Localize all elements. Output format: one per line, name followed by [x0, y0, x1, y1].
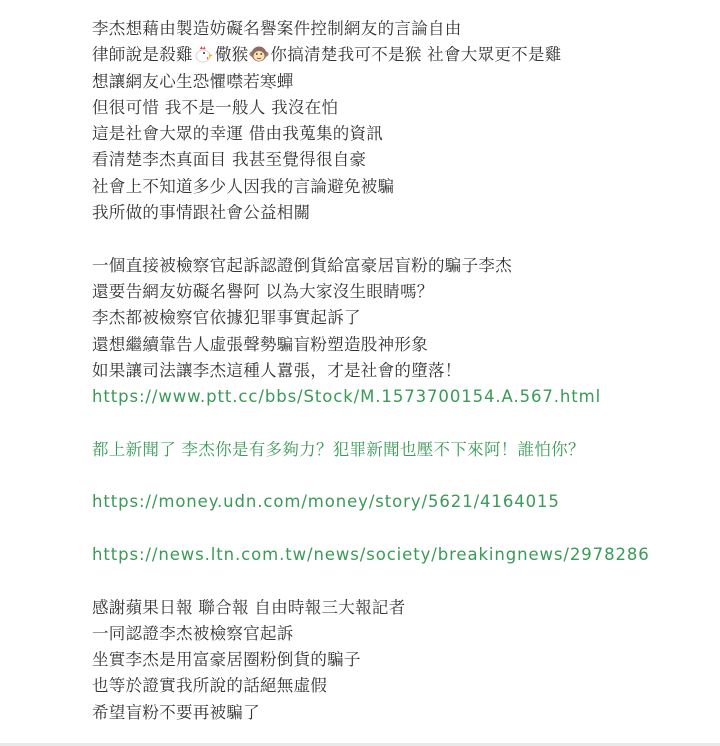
text-line: 但很可惜 我不是一般人 我沒在怕 — [92, 97, 339, 117]
udn-link[interactable]: https://money.udn.com/money/story/5621/4164015 — [92, 492, 560, 512]
text-line-with-emoji — [92, 42, 702, 68]
text-line: 還想繼續靠告人虛張聲勢騙盲粉塑造股神形象 — [92, 334, 428, 354]
text-segment: 儆猴 — [214, 45, 249, 65]
ltn-link[interactable]: https://news.ltn.com.tw/news/society/breakingnews/2978286 — [92, 544, 650, 564]
text-line: 看清楚李杰真面目 我甚至覺得很自豪 — [92, 150, 367, 170]
chicken-icon — [194, 45, 214, 63]
text-line: 希望盲粉不要再被騙了 — [92, 702, 260, 722]
text-line: 感謝蘋果日報 聯合報 自由時報三大報記者 — [92, 597, 406, 617]
post-body — [92, 16, 702, 726]
blank-line — [92, 568, 702, 594]
ptt-link[interactable]: https://www.ptt.cc/bbs/Stock/M.1573700154.A.567.html — [92, 387, 602, 407]
text-line: 還要告網友妨礙名譽阿 以為大家沒生眼睛嗎？ — [92, 281, 434, 301]
text-line: 社會上不知道多少人因我的言論避免被騙 — [92, 176, 395, 196]
text-line: 如果讓司法讓李杰這種人囂張，才是社會的墮落！ — [92, 360, 462, 380]
text-line: 李杰都被檢察官依據犯罪事實起訴了 — [92, 308, 361, 328]
blank-line — [92, 516, 702, 542]
monkey-icon — [249, 45, 269, 63]
text-line: 一個直接被檢察官起訴認證倒貨給富豪居盲粉的騙子李杰 — [92, 255, 512, 275]
text-line: 想讓網友心生恐懼噤若寒蟬 — [92, 71, 294, 91]
news-highlight-line: 都上新聞了 李杰你是有多夠力？犯罪新聞也壓不下來阿！誰怕你？ — [92, 439, 585, 459]
text-segment: 律師說是殺雞 — [92, 45, 193, 65]
blank-line — [92, 463, 702, 489]
blank-line — [92, 226, 702, 252]
text-segment: 你搞清楚我可不是猴 社會大眾更不是雞 — [270, 45, 562, 65]
blank-line — [92, 410, 702, 436]
text-line: 李杰想藉由製造妨礙名譽案件控制網友的言論自由 — [92, 19, 462, 38]
text-line: 我所做的事情跟社會公益相關 — [92, 203, 311, 223]
text-line: 坐實李杰是用富豪居圈粉倒貨的騙子 — [92, 650, 361, 670]
text-line: 這是社會大眾的幸運 借由我蒐集的資訊 — [92, 124, 384, 144]
text-line: 也等於證實我所說的話絕無虛假 — [92, 676, 328, 696]
text-line: 一同認證李杰被檢察官起訴 — [92, 623, 294, 643]
